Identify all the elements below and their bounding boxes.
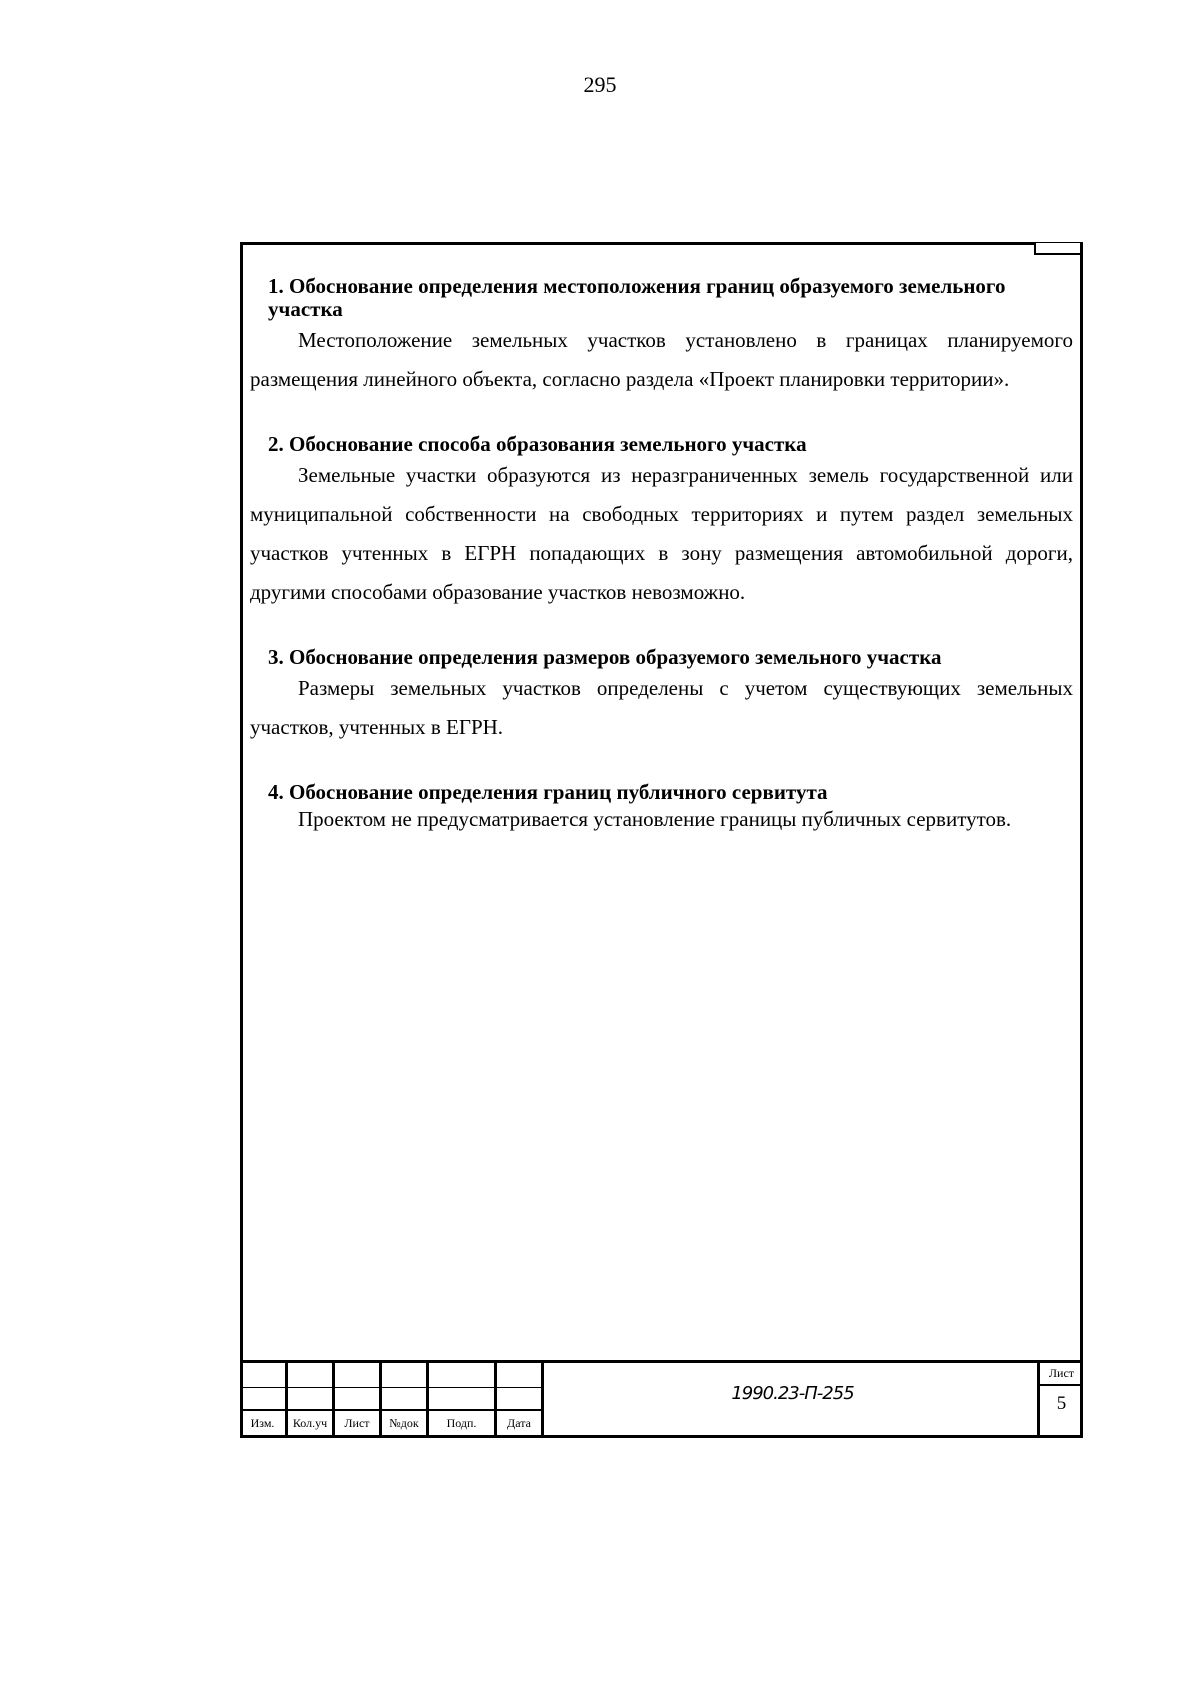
sheet-number: 5 [1056, 1393, 1067, 1414]
section-text: Размеры земельных участков определены с учетом существующих земельных участков, учтенных в ЕГРН. [250, 676, 1073, 739]
column-izm [240, 1363, 288, 1435]
column-podp [429, 1363, 497, 1435]
column-ndok [382, 1363, 429, 1435]
drawing-frame [240, 242, 1083, 1438]
column-label: Подп. [446, 1416, 477, 1430]
column-kol-uch [288, 1363, 335, 1435]
page-number: 295 [583, 72, 617, 97]
section-text: Земельные участки образуются из неразграниченных земель государственной или муниципальной собственности на свободных территориях и путем раздел земельных участков учтенных в ЕГРН попадающих в зону размещения автомобильной дороги, другими способами образование участков невозможно. [250, 463, 1073, 604]
section-text: Местоположение земельных участков установлено в границах планируемого размещения линейного объекта, согласно раздела «Проект планировки территории». [250, 328, 1073, 391]
column-label: Лист [344, 1416, 370, 1430]
column-label: Дата [507, 1416, 531, 1430]
section-2 [250, 433, 1073, 612]
section-text: Проектом не предусматривается установление границы публичных сервитутов. [298, 807, 1012, 831]
document-code: 1990.23-П-255 [731, 1383, 854, 1404]
column-data [497, 1363, 544, 1435]
section-1 [250, 275, 1073, 399]
section-heading: 2. Обоснование способа образования земельного участка [268, 432, 807, 456]
sheet-label: Лист [1040, 1366, 1083, 1386]
title-block [240, 1360, 1083, 1438]
column-list [335, 1363, 382, 1435]
corner-tab [1034, 243, 1082, 255]
document-body [250, 275, 1073, 868]
section-heading: 4. Обоснование определения границ публичного сервитута [268, 780, 828, 804]
section-heading: 1. Обоснование определения местоположения границ образуемого земельного участка [268, 274, 1006, 321]
column-label: Изм. [250, 1416, 275, 1430]
section-3 [250, 646, 1073, 747]
column-label: №док [389, 1416, 419, 1430]
section-4 [250, 781, 1073, 834]
section-heading: 3. Обоснование определения размеров образуемого земельного участка [268, 645, 942, 669]
revision-table [240, 1363, 546, 1438]
column-label: Кол.уч [292, 1416, 328, 1430]
sheet-box [1037, 1363, 1083, 1435]
